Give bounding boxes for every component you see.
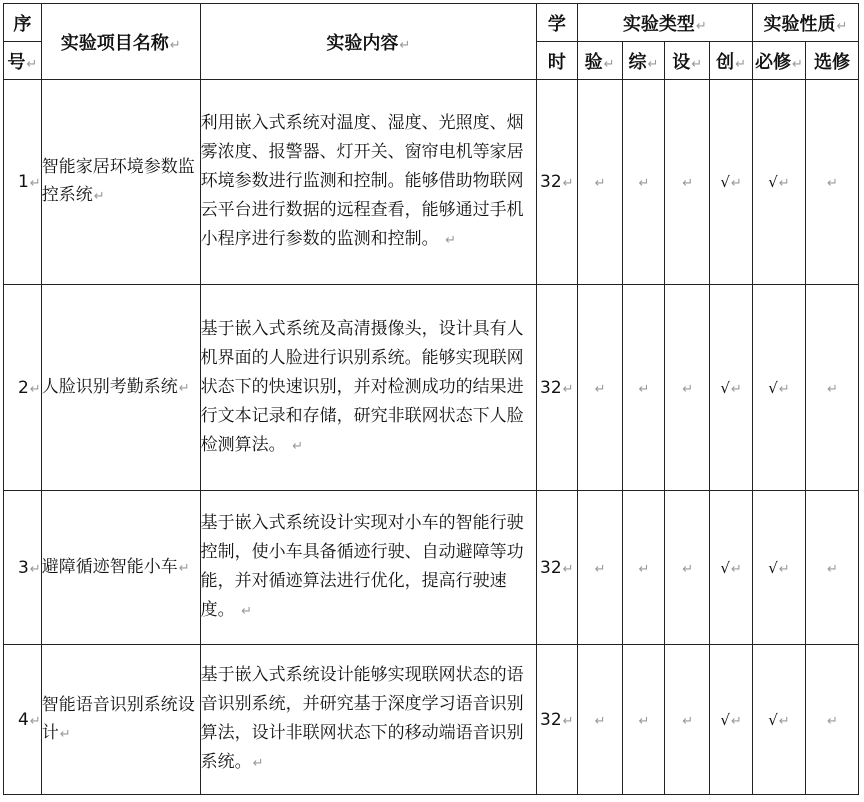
- header-type-group: 实验类型↵: [577, 4, 752, 42]
- row-type-zong: ↵: [622, 491, 665, 645]
- row-type-chuang: √↵: [710, 285, 753, 491]
- header-type-she: 设↵: [665, 42, 710, 80]
- row-type-she: ↵: [665, 285, 710, 491]
- check-icon: √: [768, 173, 778, 191]
- row-type-chuang: √↵: [710, 491, 753, 645]
- experiment-table: [3, 3, 859, 795]
- header-type-yan: 验↵: [577, 42, 622, 80]
- check-icon: √: [768, 710, 778, 729]
- row-hours: 32↵: [536, 645, 577, 795]
- row-type-chuang: √↵: [710, 645, 753, 795]
- header-type-chuang: 创↵: [710, 42, 753, 80]
- row-type-she: ↵: [665, 491, 710, 645]
- row-nature-required: √↵: [752, 285, 805, 491]
- row-hours: 32↵: [536, 491, 577, 645]
- row-nature-elective: ↵: [805, 491, 858, 645]
- table-row: [4, 645, 859, 795]
- header-nature-required: 必修↵: [752, 42, 805, 80]
- row-index: 1↵: [4, 80, 42, 285]
- row-nature-required: √↵: [752, 491, 805, 645]
- row-index: 3↵: [4, 491, 42, 645]
- row-type-she: ↵: [665, 80, 710, 285]
- check-icon: √: [720, 378, 730, 397]
- row-name: 智能家居环境参数监控系统↵: [41, 80, 200, 285]
- row-name: 智能语音识别系统设计↵: [41, 645, 200, 795]
- row-type-she: ↵: [665, 645, 710, 795]
- table-header: [4, 4, 859, 80]
- header-content: 实验内容↵: [200, 4, 536, 80]
- row-content: 基于嵌入式系统设计实现对小车的智能行驶控制，使小车具备循迹行驶、自动避障等功能，并对循迹算法进行优化，提高行驶速度。 ↵: [200, 491, 536, 645]
- row-hours: 32↵: [536, 285, 577, 491]
- check-icon: √: [720, 558, 730, 577]
- row-name: 人脸识别考勤系统↵: [41, 285, 200, 491]
- row-type-yan: ↵: [577, 645, 622, 795]
- row-content: 基于嵌入式系统设计能够实现联网状态的语音识别系统，并研究基于深度学习语音识别算法，设计非联网状态下的移动端语音识别系统。↵: [200, 645, 536, 795]
- header-index-bottom: 号↵: [4, 42, 42, 80]
- header-index-top: 序: [4, 4, 42, 42]
- table-row: [4, 491, 859, 645]
- row-content: 基于嵌入式系统及高清摄像头，设计具有人机界面的人脸进行识别系统。能够实现联网状态下的快速识别，并对检测成功的结果进行文本记录和存储，研究非联网状态下人脸检测算法。 ↵: [200, 285, 536, 491]
- table-row: [4, 285, 859, 491]
- row-index: 4↵: [4, 645, 42, 795]
- row-type-yan: ↵: [577, 285, 622, 491]
- table-row: [4, 80, 859, 285]
- row-type-chuang: √↵: [710, 80, 753, 285]
- check-icon: √: [768, 378, 778, 397]
- check-icon: √: [720, 173, 730, 191]
- header-hours-bottom: 时: [536, 42, 577, 80]
- header-type-zong: 综↵: [622, 42, 665, 80]
- header-nature-elective: 选修: [805, 42, 858, 80]
- row-name: 避障循迹智能小车↵: [41, 491, 200, 645]
- row-hours: 32↵: [536, 80, 577, 285]
- row-type-yan: ↵: [577, 80, 622, 285]
- row-type-zong: ↵: [622, 285, 665, 491]
- row-nature-elective: ↵: [805, 645, 858, 795]
- row-content: 利用嵌入式系统对温度、湿度、光照度、烟雾浓度、报警器、灯开关、窗帘电机等家居环境参数进行监测和控制。能够借助物联网云平台进行数据的远程查看，能够通过手机小程序进行参数的监测和控制。 ↵: [200, 80, 536, 285]
- header-nature-group: 实验性质↵: [752, 4, 858, 42]
- header-hours-top: 学: [536, 4, 577, 42]
- row-index: 2↵: [4, 285, 42, 491]
- row-type-yan: ↵: [577, 491, 622, 645]
- row-type-zong: ↵: [622, 80, 665, 285]
- row-nature-required: √↵: [752, 80, 805, 285]
- row-nature-elective: ↵: [805, 285, 858, 491]
- header-name: 实验项目名称↵: [41, 4, 200, 80]
- check-icon: √: [768, 558, 778, 577]
- row-type-zong: ↵: [622, 645, 665, 795]
- row-nature-required: √↵: [752, 645, 805, 795]
- row-nature-elective: ↵: [805, 80, 858, 285]
- check-icon: √: [720, 710, 730, 729]
